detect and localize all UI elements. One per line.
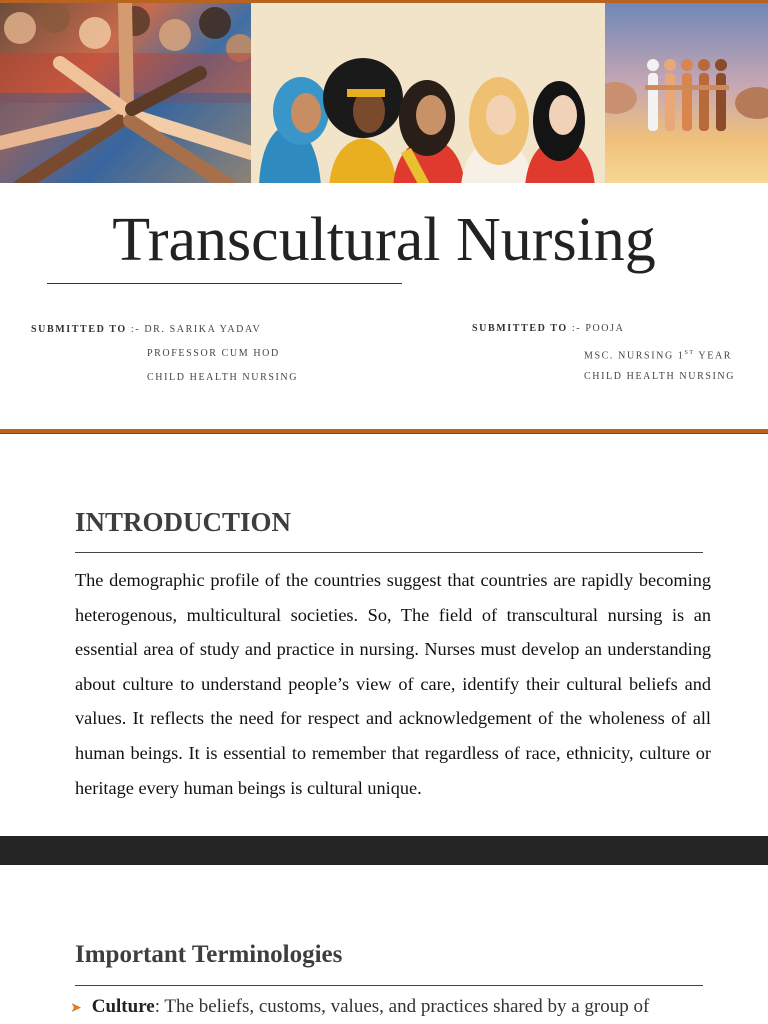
course-year-text: YEAR — [694, 350, 733, 362]
introduction-paragraph: The demographic profile of the countries suggest that countries are rapidly becoming heterogenous, multicultural societies. So, The field of transcultural nursing is an essential area of study and practice in nursing. Nurses must develop an understanding about culture to understand people’s view of care, identify their cultural beliefs and values. It reflects the need for respect and acknowledgement of the wholeness of all human beings. It is essential to remember that regardless of race, ethnicity, culture or heritage every human beings is cultural unique. — [75, 570, 711, 798]
submitted-by-name: POOJA — [585, 323, 625, 334]
course-superscript: ST — [684, 350, 695, 356]
term-culture-definition: : The beliefs, customs, values, and practices shared by a group of — [154, 996, 650, 1017]
submitted-to-label: SUBMITTED TO — [31, 324, 127, 335]
course-text: MSC. NURSING 1 — [584, 350, 685, 362]
list-item — [70, 993, 713, 1023]
page-title: Transcultural Nursing — [112, 206, 656, 274]
introduction-divider — [75, 552, 703, 553]
hands-together-image — [0, 3, 251, 183]
submitted-to-separator: :- — [126, 324, 145, 335]
submitted-to-block — [31, 323, 298, 395]
header-bottom-bar — [0, 429, 768, 434]
submitted-to-name: DR. SARIKA YADAV — [144, 324, 262, 335]
submitted-by-department: CHILD HEALTH NURSING — [584, 371, 736, 382]
submitted-to-department: CHILD HEALTH NURSING — [147, 372, 299, 383]
header-banner — [0, 0, 768, 183]
submitted-by-label: SUBMITTED TO — [472, 323, 568, 334]
submitted-by-block — [472, 322, 735, 394]
submitted-by-course — [472, 346, 735, 370]
introduction-heading: INTRODUCTION — [75, 507, 292, 537]
title-divider — [47, 283, 402, 284]
term-culture: Culture — [91, 996, 155, 1017]
terminologies-divider — [75, 985, 703, 986]
paper-people-chain-image — [605, 3, 768, 183]
diverse-women-illustration — [251, 3, 605, 183]
terminologies-heading: Important Terminologies — [75, 941, 343, 968]
arrow-bullet-icon: ➤ — [70, 1001, 82, 1016]
submitted-to-designation: PROFESSOR CUM HOD — [147, 348, 280, 359]
submitted-by-separator: :- — [567, 323, 586, 334]
page-separator-band — [0, 836, 768, 865]
